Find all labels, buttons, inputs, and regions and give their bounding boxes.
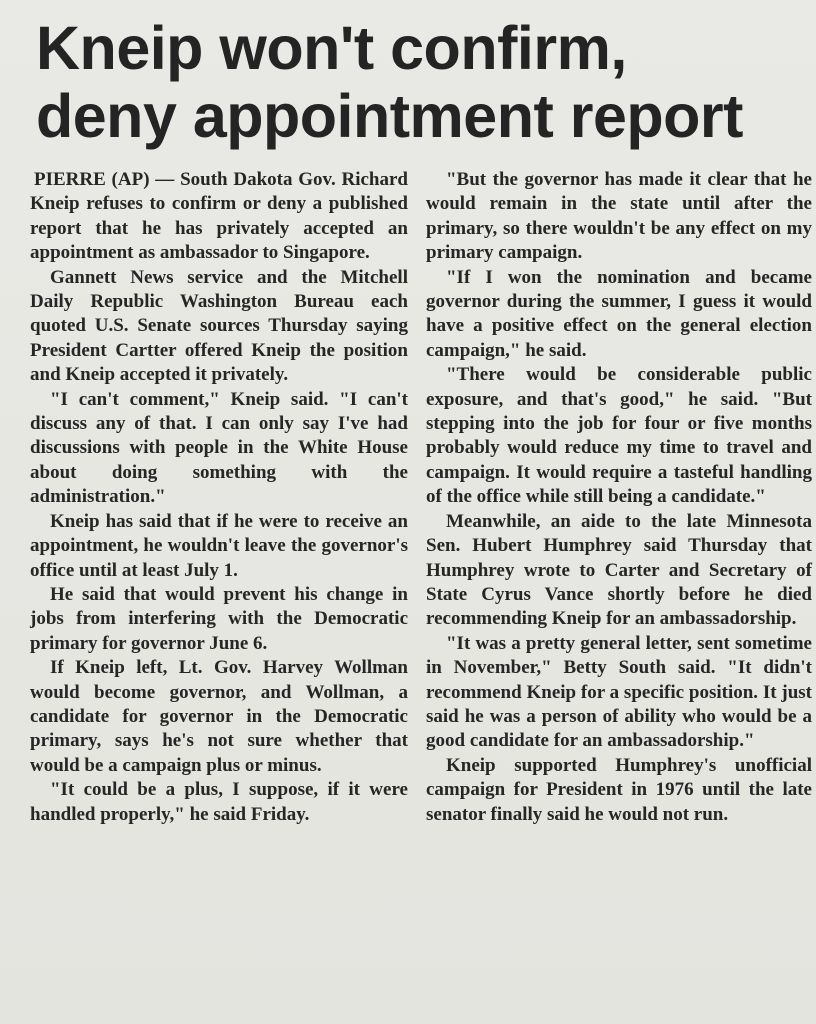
headline-line-2: deny appointment report: [36, 82, 743, 150]
paragraph: "It could be a plus, I suppose, if it were handled properly," he said Friday.: [30, 779, 408, 825]
paragraph: Gannett News service and the Mitchell Daily Republic Washington Bureau each quoted U.S. Senate sources Thursday saying President Cartter offered Kneip the position and Kneip accepted it privately.: [30, 266, 408, 386]
paragraph: If Kneip left, Lt. Gov. Harvey Wollman would become governor, and Wollman, a candidate for governor in the Democratic primary, says he's not sure whether that would be a campaign plus or minus.: [30, 657, 408, 776]
paragraph: "If I won the nomination and became governor during the summer, I guess it would have a positive effect on the general election campaign," he said.: [426, 266, 812, 361]
paragraph: "It was a pretty general letter, sent sometime in November," Betty South said. "It didn't recommend Kneip for a specific position. It just said he was a person of ability who would be a good candidate for an ambassadorship.": [426, 632, 812, 752]
paragraph: He said that would prevent his change in jobs from interfering with the Democratic primary for governor June 6.: [30, 583, 408, 654]
paragraph: Kneip has said that if he were to receive an appointment, he wouldn't leave the governor's office until at least July 1.: [30, 510, 408, 581]
headline-line-1: Kneip won't confirm,: [36, 14, 627, 82]
headline: [36, 14, 806, 150]
paragraph: PIERRE (AP) — South Dakota Gov. Richard Kneip refuses to confirm or deny a published report that he has privately accepted an appointment as ambassador to Singapore.: [30, 169, 408, 264]
paragraph: "But the governor has made it clear that he would remain in the state until after the primary, so there wouldn't be any effect on my primary campaign.: [426, 169, 812, 264]
paragraph: "There would be considerable public exposure, and that's good," he said. "But stepping into the job for four or five months probably would reduce my time to travel and campaign. It would require a tasteful handling of the office while still being a candidate.": [426, 364, 812, 508]
article-column-left: [30, 168, 408, 827]
article-column-right: [426, 168, 812, 827]
paragraph: Kneip supported Humphrey's unofficial campaign for President in 1976 until the late senator finally said he would not run.: [426, 754, 812, 825]
paragraph: Meanwhile, an aide to the late Minnesota Sen. Hubert Humphrey said Thursday that Humphrey wrote to Carter and Secretary of State Cyrus Vance shortly before he died recommending Kneip for an ambassadorship.: [426, 510, 812, 630]
paragraph: "I can't comment," Kneip said. "I can't discuss any of that. I can only say I've had discussions with people in the White House about doing something with the administration.": [30, 388, 408, 508]
